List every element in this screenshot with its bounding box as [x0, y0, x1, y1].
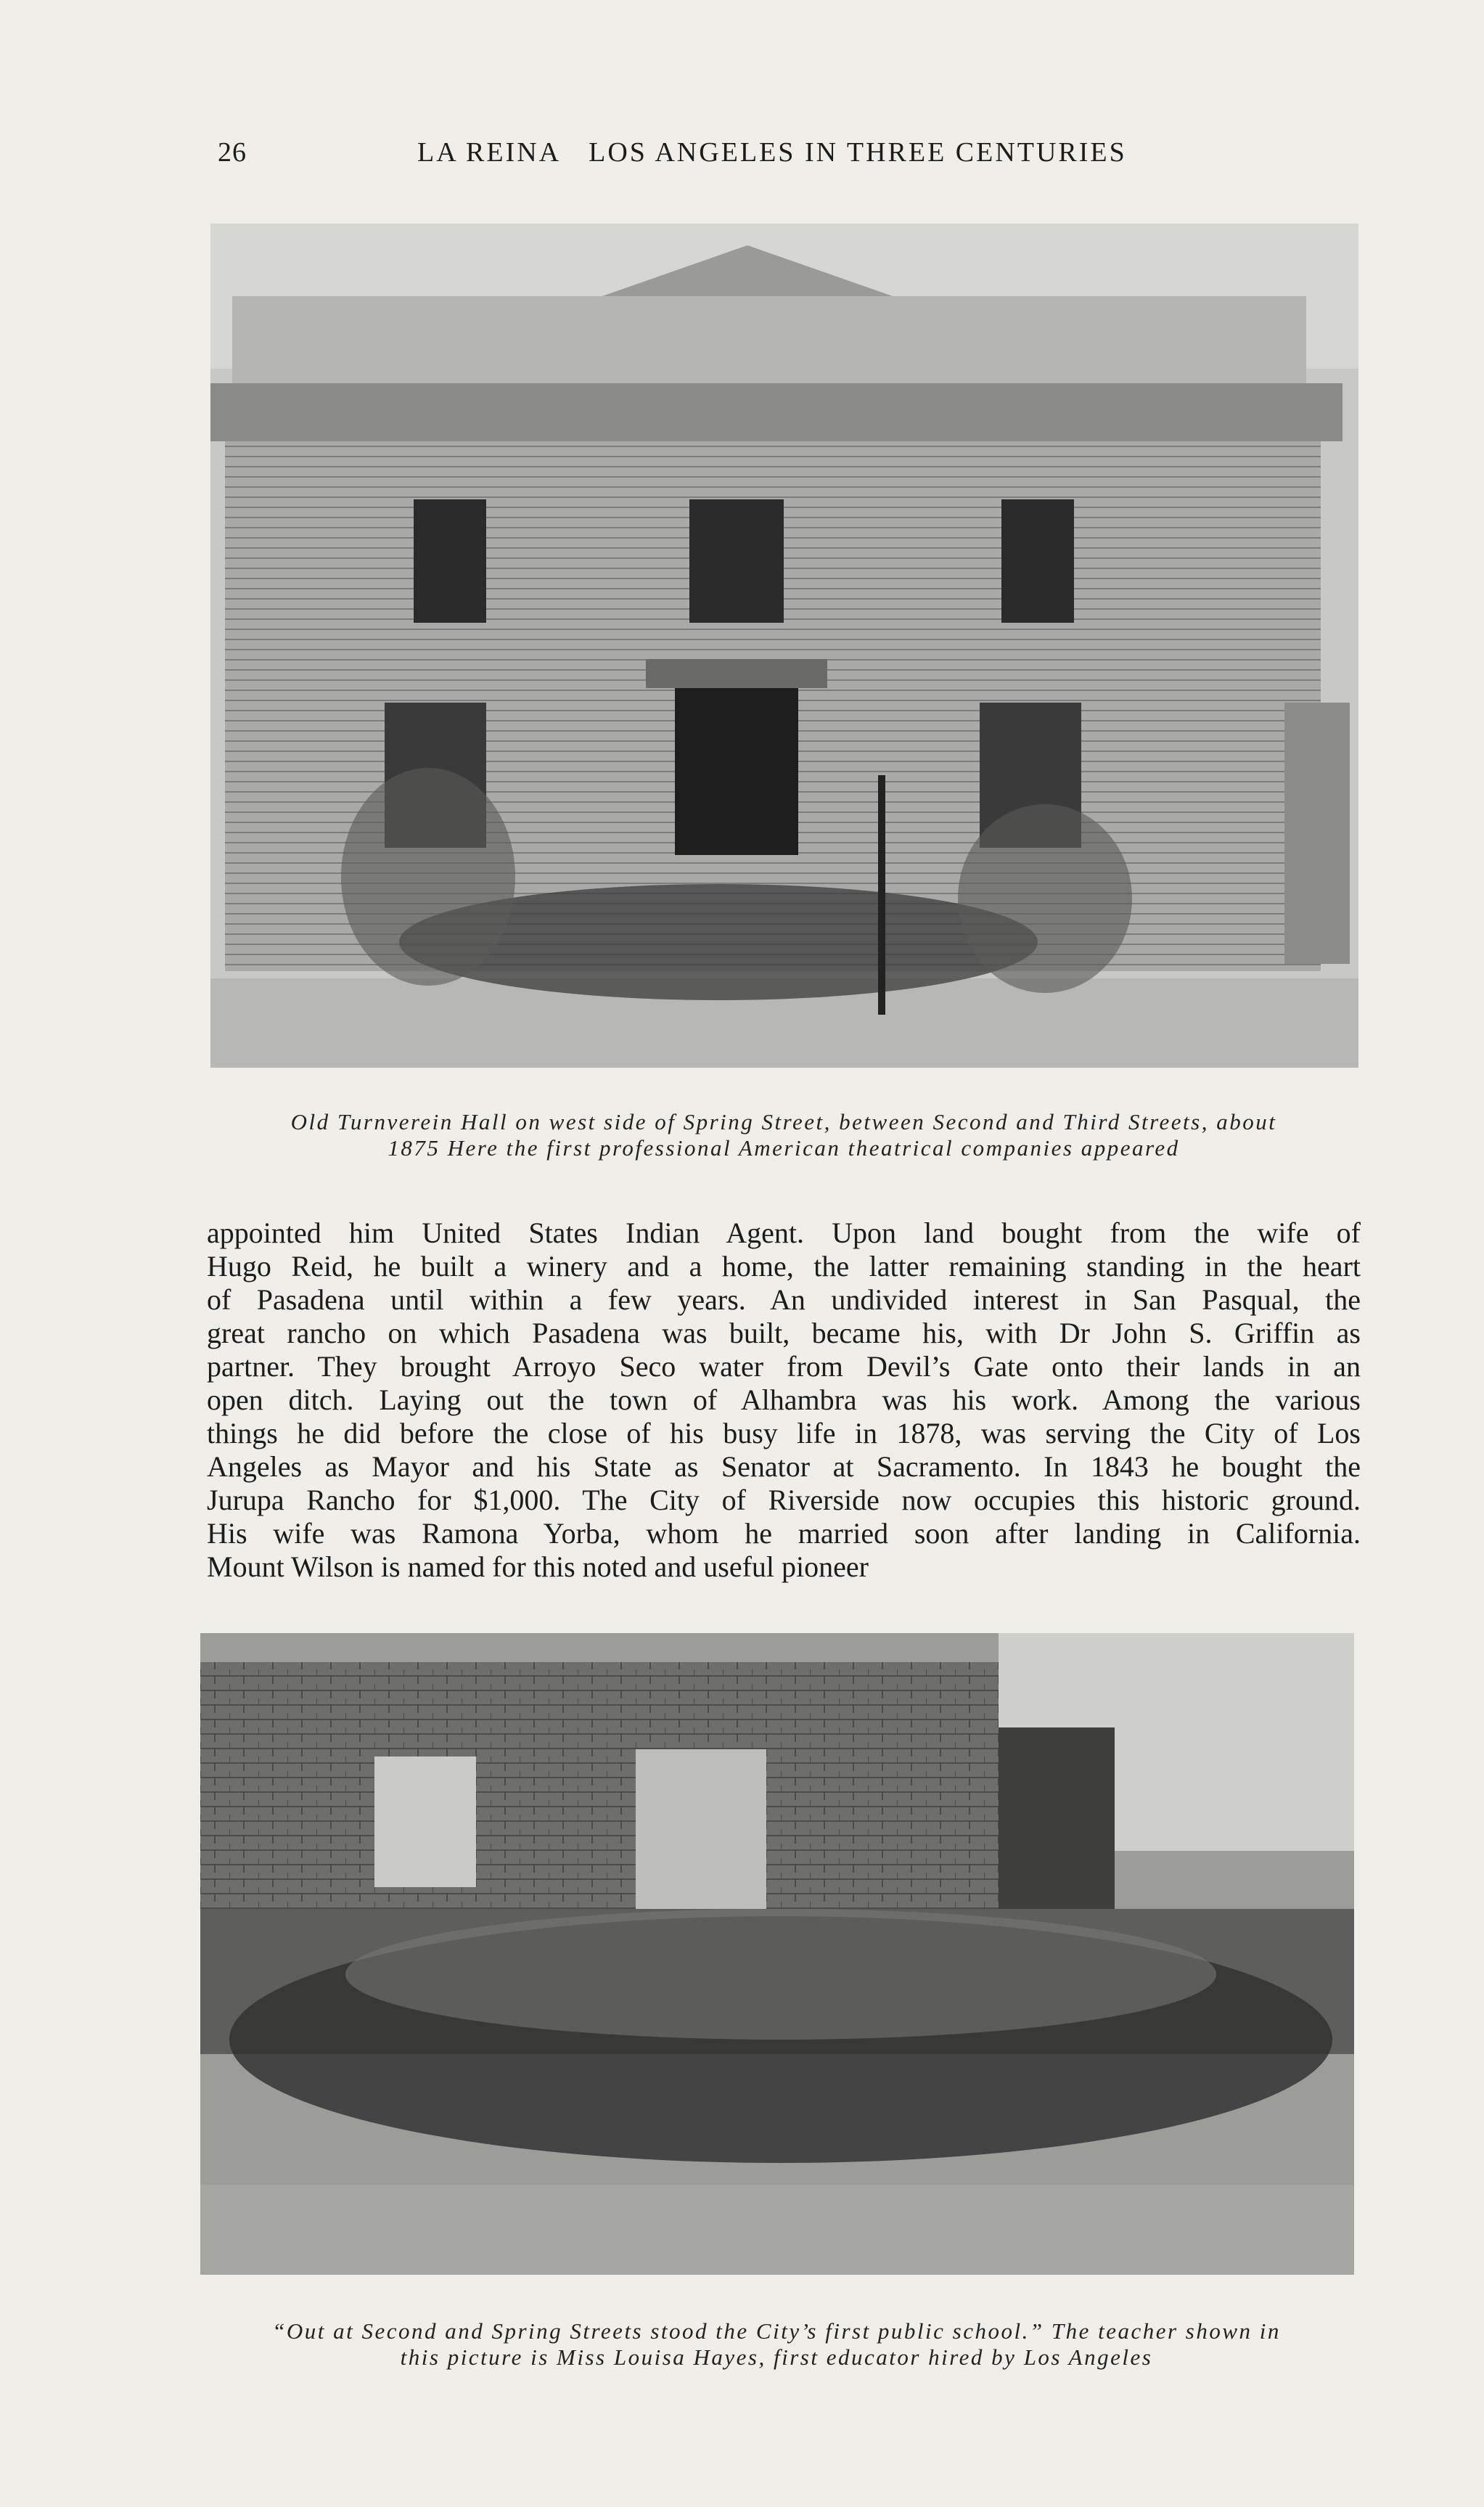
book-subtitle: LOS ANGELES IN THREE CENTURIES — [589, 137, 1127, 168]
text-line: partner. They brought Arroyo Seco water from Devil’s Gate onto their lands in an — [207, 1350, 1361, 1383]
running-head — [417, 136, 1127, 168]
first-public-school-photo — [200, 1633, 1354, 2275]
text-line: Jurupa Rancho for $1,000. The City of Riverside now occupies this historic ground. — [207, 1484, 1361, 1516]
text-line: open ditch. Laying out the town of Alhambra was his work. Among the various — [207, 1383, 1361, 1416]
bottom-photo-caption — [196, 2318, 1357, 2371]
caption-line: this picture is Miss Louisa Hayes, first educator hired by Los Angeles — [400, 2344, 1153, 2370]
text-line: Hugo Reid, he built a winery and a home, the latter remaining standing in the heart — [207, 1250, 1361, 1283]
text-line: Angeles as Mayor and his State as Senator at Sacramento. In 1843 he bought the — [207, 1450, 1361, 1483]
turnverein-hall-photo — [210, 224, 1358, 1068]
text-line: Mount Wilson is named for this noted and useful pioneer — [207, 1550, 869, 1583]
page-number: 26 — [218, 137, 247, 168]
caption-line: 1875 Here the first professional American theatrical companies appeared — [388, 1135, 1180, 1161]
book-title: LA REINA — [417, 137, 562, 168]
text-line: great rancho on which Pasadena was built, became his, with Dr John S. Griffin as — [207, 1317, 1361, 1349]
top-photo-caption — [203, 1109, 1364, 1161]
text-line: appointed him United States Indian Agent. Upon land bought from the wife of — [207, 1216, 1361, 1249]
text-line: things he did before the close of his busy life in 1878, was serving the City of Los — [207, 1417, 1361, 1449]
caption-line: “Out at Second and Spring Streets stood the City’s first public school.” The teacher shown in — [272, 2318, 1281, 2344]
text-line: His wife was Ramona Yorba, whom he married soon after landing in California. — [207, 1517, 1361, 1550]
caption-line: Old Turnverein Hall on west side of Spring Street, between Second and Third Streets, about — [290, 1109, 1277, 1134]
body-paragraph — [207, 1216, 1361, 1584]
text-line: of Pasadena until within a few years. An undivided interest in San Pasqual, the — [207, 1283, 1361, 1316]
